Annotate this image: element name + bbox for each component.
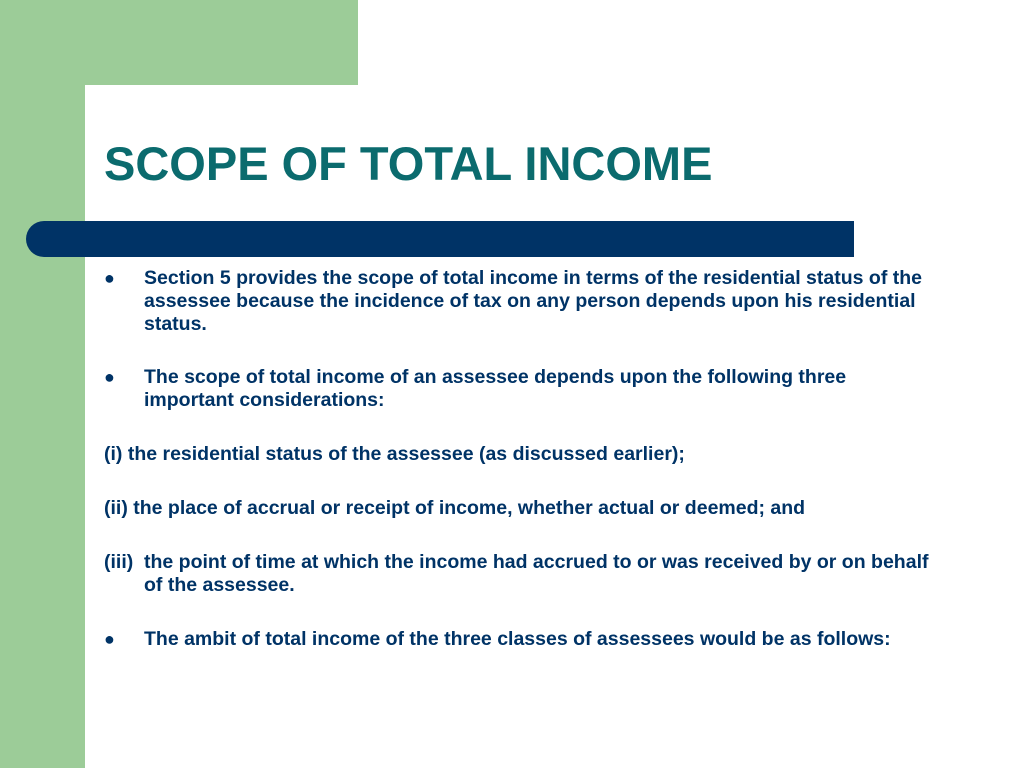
slide-title: SCOPE OF TOTAL INCOME [104, 137, 713, 190]
bullet-text: The ambit of total income of the three classes of assessees would be as follows: [144, 628, 891, 650]
list-item [104, 443, 964, 466]
list-item-number: (iii) [104, 551, 134, 573]
bullet-text: The scope of total income of an assessee depends upon the following three important considerations: [144, 366, 847, 411]
bullet-item [104, 628, 934, 651]
list-item [104, 497, 964, 520]
bullet-icon: ● [104, 367, 115, 387]
bullet-icon: ● [104, 629, 115, 649]
bullet-item [104, 366, 934, 412]
list-item [104, 551, 944, 597]
bullet-icon: ● [104, 268, 115, 288]
list-item-text: the point of time at which the income had accrued to or was received by or on behalf of the assessee. [144, 551, 929, 596]
bullet-item [104, 267, 934, 336]
list-item-text: (ii) the place of accrual or receipt of income, whether actual or deemed; and [104, 497, 806, 519]
bullet-text: Section 5 provides the scope of total income in terms of the residential status of the assessee because the incidence of tax on any person depends upon his residential status. [144, 267, 922, 335]
list-item-text: (i) the residential status of the assessee (as discussed earlier); [104, 443, 685, 465]
